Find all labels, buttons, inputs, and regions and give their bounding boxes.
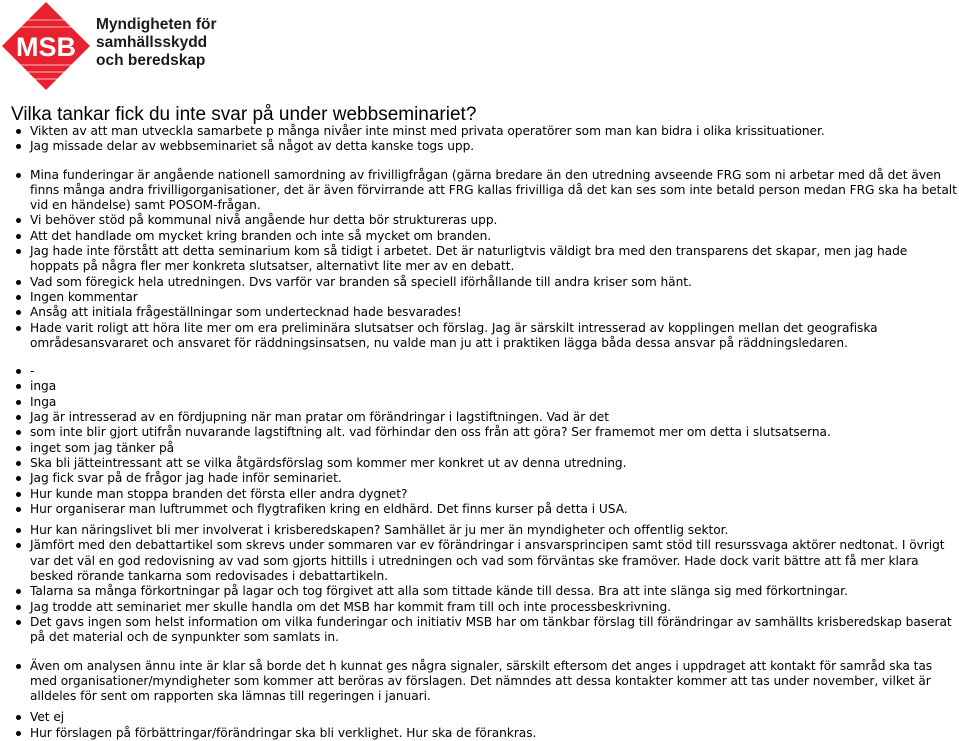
- list-item: Inga: [30, 395, 958, 410]
- list-item: -: [30, 364, 958, 379]
- list-item: Vi behöver stöd på kommunal nivå angående hur detta bör struktureras upp.: [30, 213, 958, 228]
- list-item: Hur förslagen på förbättringar/förändringar ska bli verklighet. Hur ska de förankras.: [30, 726, 958, 741]
- list-item: Mina funderingar är angående nationell samordning av frivilligfrågan (gärna bredare än den utredning avseende FRG som ni arbetar med då det även finns många andra frivilligorganisationer, det är även förvirrande att FRG kallas frivilliga då det kan ses som inte betald person medan FRG ska ha betalt vid en händelse) samt POSOM-frågan.: [30, 167, 957, 213]
- list-item: Även om analysen ännu inte är klar så borde det h kunnat ges några signaler, särskilt eftersom det anges i uppdraget att kontakt för samråd ska tas med organisationer/myndigheter som kommer att beröras av förslagen. Det nämndes att dessa kontakter kommer att tas under november, vilket är alldeles för sent om rapporten ska lämnas till regeringen i januari.: [30, 659, 958, 705]
- answer-list: [30, 124, 958, 741]
- list-item: Ansåg att initiala frågeställningar som undertecknad hade besvarades!: [30, 305, 958, 320]
- org-line-2: samhällsskydd: [96, 34, 208, 51]
- organisation-name: [96, 16, 217, 70]
- list-item: Jag missade delar av webbseminariet så något av detta kanske togs upp.: [30, 139, 958, 154]
- list-item: Jag hade inte förstått att detta seminarium kom så tidigt i arbetet. Det är naturligtvis väldigt bra med den transparens det skapar, men jag hade hoppats på några fler mer konkreta slutsatser, alternativt lite mer av en debatt.: [30, 244, 958, 275]
- org-line-1: Myndigheten för: [96, 16, 217, 33]
- list-item: som inte blir gjort utifrån nuvarande lagstiftning alt. vad förhindar den oss från att göra? Ser framemot mer om detta i slutsatserna.: [30, 425, 958, 440]
- list-item: Hur kan näringslivet bli mer involverat i krisberedskapen? Samhället är ju mer än myndigheter och offentlig sektor.: [30, 523, 958, 538]
- msb-logo: [0, 0, 217, 92]
- list-item: Jämfört med den debattartikel som skrevs under sommaren var ev förändringar i ansvarsprincipen samt stöd till resurssvaga aktörer nedtonat. I övrigt var det väl en god redovisning av vad som gjorts hittills i utredningen och vad som förväntas ske framöver. Hade dock varit bättre att få mer klara besked rörande tankarna som redovisades i debattartikeln.: [30, 538, 958, 584]
- list-item: inget som jag tänker på: [30, 441, 958, 456]
- list-item: Att det handlade om mycket kring branden och inte så mycket om branden.: [30, 229, 958, 244]
- list-item: Jag trodde att seminariet mer skulle handla om det MSB har kommit fram till och inte processbeskrivning.: [30, 600, 958, 615]
- page-title: Vilka tankar fick du inte svar på under webbseminariet?: [11, 104, 477, 125]
- list-item: Jag fick svar på de frågor jag hade inför seminariet.: [30, 471, 958, 486]
- list-item: inga: [30, 379, 958, 394]
- list-item: Hade varit roligt att höra lite mer om era preliminära slutsatser och förslag. Jag är särskilt intresserad av kopplingen mellan det geografiska områdesansvararet och ansvaret för räddningsinsatsen, nu valde man ju att i praktiken lägga båda dessa ansvar på räddningsledaren.: [30, 321, 958, 352]
- list-item: Vikten av att man utveckla samarbete p många nivåer inte minst med privata operatörer som man kan bidra i olika krissituationer.: [30, 124, 958, 139]
- list-item: Vad som föregick hela utredningen. Dvs varför var branden så speciell iförhållande till andra kriser som hänt.: [30, 275, 958, 290]
- list-item: Hur kunde man stoppa branden det första eller andra dygnet?: [30, 487, 958, 502]
- list-item: Det gavs ingen som helst information om vilka funderingar och initiativ MSB har om tänkbar förslag till förändringar av samhällts krisberedskap baserat på det material och de synpunkter som samlats in.: [30, 615, 958, 646]
- list-item: Talarna sa många förkortningar på lagar och tog förgivet att alla som tittade kände till dessa. Bra att inte slänga sig med förkortningar.: [30, 584, 958, 599]
- list-item: Ingen kommentar: [30, 290, 958, 305]
- list-item: Vet ej: [30, 710, 958, 725]
- logo-wordmark: MSB: [16, 32, 76, 62]
- list-item: Hur organiserar man luftrummet och flygtrafiken kring en eldhärd. Det finns kurser på detta i USA.: [30, 502, 958, 517]
- list-item: Jag är intresserad av en fördjupning när man pratar om förändringar i lagstiftningen. Vad är det: [30, 410, 958, 425]
- org-line-3: och beredskap: [96, 52, 206, 69]
- list-item: Ska bli jätteintressant att se vilka åtgärdsförslag som kommer mer konkret ut av denna utredning.: [30, 456, 958, 471]
- msb-logo-mark: [0, 0, 96, 92]
